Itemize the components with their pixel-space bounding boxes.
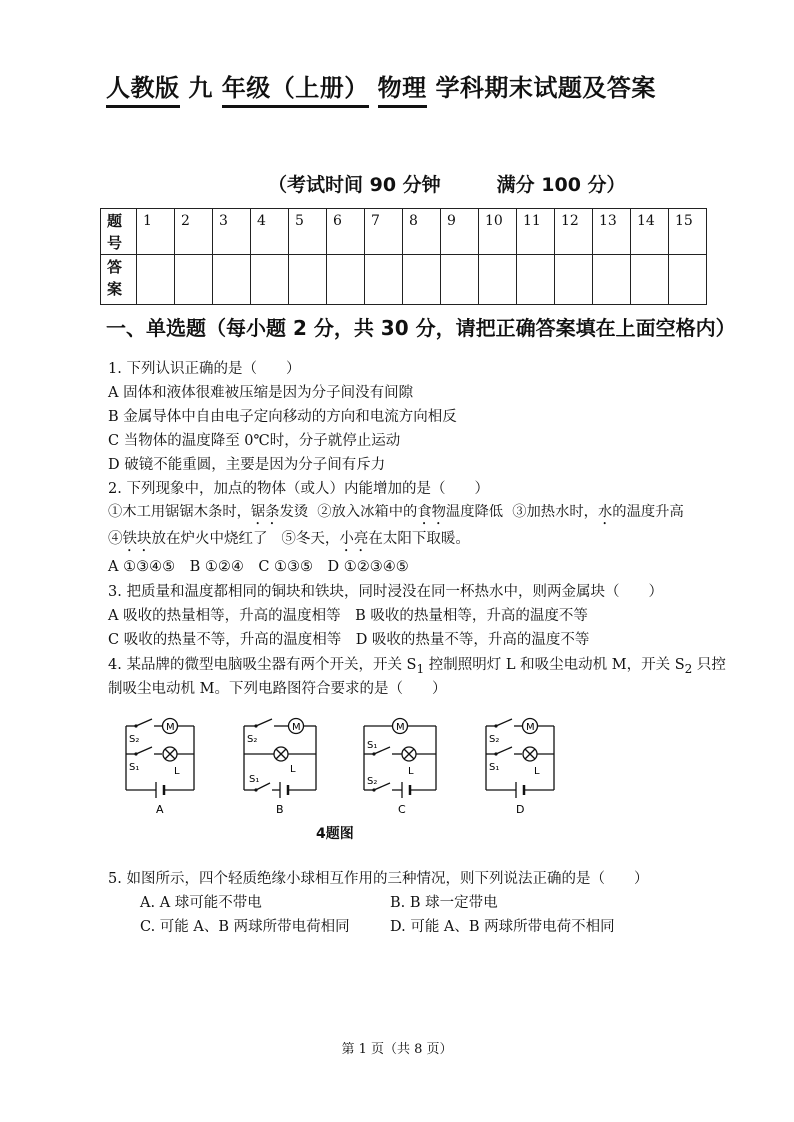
motor-label: M bbox=[396, 722, 405, 733]
q4-stem-part1: 4. 某品牌的微型电脑吸尘器有两个开关，开关 S bbox=[108, 657, 417, 673]
q2-opt4-text-end: 放在炉火中烧红了 bbox=[151, 531, 268, 547]
q2-opt2-dotted: 食物 bbox=[417, 504, 446, 520]
switch-s2-label: S₂ bbox=[247, 734, 258, 745]
question-number-cell: 6 bbox=[327, 209, 365, 255]
switch-pivot bbox=[254, 724, 257, 727]
lamp-label: L bbox=[174, 766, 180, 777]
exam-subtitle bbox=[268, 170, 626, 197]
title-edition: 人教版 bbox=[106, 68, 180, 108]
q2-opt4-text: ④ bbox=[108, 531, 123, 547]
switch-pivot bbox=[134, 752, 137, 755]
q5-option-d: D. 可能 A、B 两球所带电荷不相同 bbox=[390, 919, 615, 935]
q4-stem-line2: 制吸尘电动机 M。下列电路图符合要求的是（ ） bbox=[108, 681, 447, 697]
question-number-cell: 14 bbox=[631, 209, 669, 255]
page-footer: 第 1 页（共 8 页） bbox=[341, 1042, 453, 1057]
answer-cell[interactable] bbox=[327, 255, 365, 305]
switch-pivot bbox=[372, 788, 375, 791]
question-number-cell: 5 bbox=[289, 209, 327, 255]
q2-opt2-text: ②放入冰箱中的 bbox=[317, 504, 418, 520]
answer-cell[interactable] bbox=[517, 255, 555, 305]
circuit-label-d: D bbox=[516, 803, 525, 816]
circuit-label-a: A bbox=[156, 803, 164, 816]
switch-pivot bbox=[134, 724, 137, 727]
q2-opt2-text-end: 温度降低 bbox=[445, 504, 504, 520]
question-number-cell: 13 bbox=[593, 209, 631, 255]
switch-s2-label: S₂ bbox=[367, 776, 378, 787]
motor-label: M bbox=[166, 722, 175, 733]
answer-cell[interactable] bbox=[669, 255, 707, 305]
switch-pivot bbox=[494, 724, 497, 727]
lamp-label: L bbox=[408, 766, 414, 777]
question-number-cell: 9 bbox=[441, 209, 479, 255]
q2-opt4-dotted: 铁块 bbox=[122, 531, 152, 547]
circuit-label-c: C bbox=[398, 803, 406, 816]
question-number-cell: 2 bbox=[175, 209, 213, 255]
answer-cell[interactable] bbox=[137, 255, 175, 305]
switch-pivot bbox=[372, 752, 375, 755]
question-number-cell: 3 bbox=[213, 209, 251, 255]
row-header-answer: 答案 bbox=[101, 255, 137, 305]
q3-stem: 3. 把质量和温度都相同的铜块和铁块，同时浸没在同一杯热水中，则两金属块（ ） bbox=[108, 584, 663, 600]
figure-caption: 4题图 bbox=[316, 826, 354, 842]
exam-score: 满分 100 分） bbox=[496, 174, 626, 196]
q2-opt3-text-end: 的温度升高 bbox=[612, 504, 684, 520]
q2-opt1-text: ①木工用锯锯木条时， bbox=[108, 504, 251, 520]
circuit-diagram-b[interactable] bbox=[236, 712, 328, 816]
question-number-cell: 12 bbox=[555, 209, 593, 255]
answer-cell[interactable] bbox=[555, 255, 593, 305]
q1-option-c: C 当物体的温度降至 0℃时，分子就停止运动 bbox=[108, 433, 401, 449]
q4-stem-part3: 只控 bbox=[692, 657, 726, 673]
question-number-cell: 1 bbox=[137, 209, 175, 255]
q4-sub-1: 1 bbox=[416, 661, 425, 676]
q2-opt1-dotted: 锯条 bbox=[250, 504, 280, 520]
switch-pivot bbox=[254, 788, 257, 791]
answer-cell[interactable] bbox=[175, 255, 213, 305]
question-number-cell: 10 bbox=[479, 209, 517, 255]
q2-choices: A ①③④⑤ B ①②④ C ①③⑤ D ①②③④⑤ bbox=[108, 559, 409, 575]
q2-options-line2 bbox=[108, 527, 470, 555]
answer-cell[interactable] bbox=[593, 255, 631, 305]
question-number-cell: 8 bbox=[403, 209, 441, 255]
exam-time: （考试时间 90 分钟 bbox=[268, 174, 441, 196]
q4-stem-part2: 控制照明灯 L 和吸尘电动机 M，开关 S bbox=[424, 657, 685, 673]
section-heading: 一、单选题（每小题 2 分，共 30 分，请把正确答案填在上面空格内） bbox=[106, 316, 736, 340]
switch-s2-label: S₂ bbox=[129, 734, 140, 745]
title-grade: 九 bbox=[188, 74, 213, 102]
q2-opt3-text: ③加热水时， bbox=[512, 504, 598, 520]
q5-option-b: B. B 球一定带电 bbox=[390, 895, 498, 911]
circuit-label-b: B bbox=[276, 803, 284, 816]
title-grade-suffix: 年级（上册） bbox=[222, 68, 369, 108]
switch-s1-label: S₁ bbox=[249, 774, 260, 785]
q2-options-line1 bbox=[108, 501, 684, 528]
q5-option-a: A. A 球可能不带电 bbox=[140, 895, 262, 911]
q1-option-a: A 固体和液体很难被压缩是因为分子间没有间隙 bbox=[108, 385, 414, 401]
answer-cell[interactable] bbox=[289, 255, 327, 305]
answer-cell[interactable] bbox=[251, 255, 289, 305]
q5-stem: 5. 如图所示，四个轻质绝缘小球相互作用的三种情况，则下列说法正确的是（ ） bbox=[108, 871, 649, 887]
lamp-label: L bbox=[534, 766, 540, 777]
row-header-number: 题号 bbox=[101, 209, 137, 255]
answer-cell[interactable] bbox=[365, 255, 403, 305]
exam-title bbox=[106, 68, 656, 108]
q3-options-cd: C 吸收的热量不等，升高的温度相等 D 吸收的热量不等，升高的温度不等 bbox=[108, 632, 590, 648]
question-number-cell: 11 bbox=[517, 209, 555, 255]
switch-s1-label: S₁ bbox=[489, 762, 500, 773]
circuit-diagram-a[interactable] bbox=[118, 712, 208, 816]
question-number-row bbox=[101, 209, 707, 255]
answer-cell[interactable] bbox=[479, 255, 517, 305]
switch-s2-label: S₂ bbox=[489, 734, 500, 745]
q3-options-ab: A 吸收的热量相等，升高的温度相等 B 吸收的热量相等，升高的温度不等 bbox=[108, 608, 588, 624]
question-number-cell: 15 bbox=[669, 209, 707, 255]
answer-row bbox=[101, 255, 707, 305]
q4-stem bbox=[108, 653, 726, 676]
motor-label: M bbox=[292, 722, 301, 733]
answer-cell[interactable] bbox=[403, 255, 441, 305]
circuit-diagram-c[interactable] bbox=[356, 712, 448, 816]
q2-opt5-dotted: 小亮 bbox=[339, 531, 369, 547]
q1-option-d: D 破镜不能重圆，主要是因为分子间有斥力 bbox=[108, 457, 386, 473]
q2-opt1-text-end: 发烫 bbox=[279, 504, 309, 520]
lamp-label: L bbox=[290, 764, 296, 775]
title-rest: 学科期末试题及答案 bbox=[435, 74, 656, 102]
question-number-cell: 7 bbox=[365, 209, 403, 255]
q1-stem: 1. 下列认识正确的是（ ） bbox=[108, 361, 301, 377]
switch-s1-label: S₁ bbox=[367, 740, 378, 751]
answer-cell[interactable] bbox=[631, 255, 669, 305]
q2-stem: 2. 下列现象中，加点的物体（或人）内能增加的是（ ） bbox=[108, 481, 489, 497]
q4-sub-2: 2 bbox=[684, 661, 693, 676]
title-subject: 物理 bbox=[378, 68, 427, 108]
answer-cell[interactable] bbox=[213, 255, 251, 305]
question-number-cell: 4 bbox=[251, 209, 289, 255]
answer-table bbox=[100, 208, 707, 305]
q2-opt5-text-end: 在太阳下取暖。 bbox=[368, 531, 470, 547]
q1-option-b: B 金属导体中自由电子定向移动的方向和电流方向相反 bbox=[108, 409, 457, 425]
motor-label: M bbox=[526, 722, 535, 733]
q2-opt3-dotted: 水 bbox=[597, 504, 613, 520]
switch-pivot bbox=[494, 752, 497, 755]
q2-opt5-text: ⑤冬天， bbox=[281, 531, 340, 547]
q5-option-c: C. 可能 A、B 两球所带电荷相同 bbox=[140, 919, 350, 935]
answer-cell[interactable] bbox=[441, 255, 479, 305]
circuit-diagram-d[interactable] bbox=[478, 712, 568, 816]
switch-s1-label: S₁ bbox=[129, 762, 140, 773]
